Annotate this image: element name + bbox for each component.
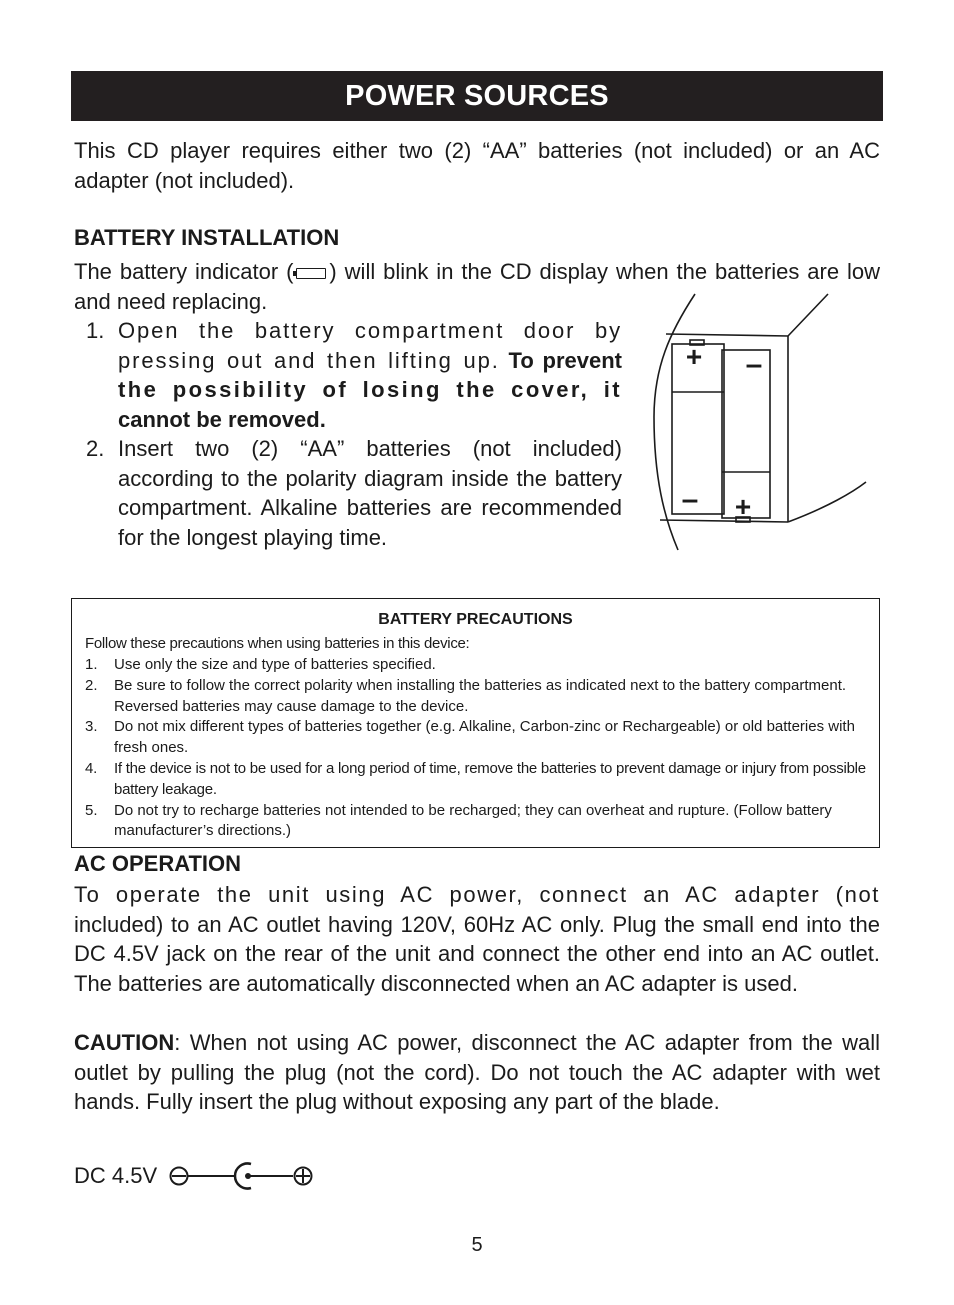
- precaution-number: 5.: [85, 801, 98, 819]
- precaution-text: Do not mix different types of batteries together (e.g. Alkaline, Carbon-zinc or Rechargeable) or old batteries with fresh ones.: [114, 718, 855, 757]
- precautions-list: [85, 655, 870, 842]
- precaution-number: 1.: [85, 656, 98, 673]
- precaution-item: [85, 676, 870, 718]
- step-number: 1.: [86, 318, 105, 343]
- compartment-bottom-edge: [660, 520, 788, 522]
- battery-indicator-icon: [296, 268, 326, 279]
- compartment-side-edge: [788, 482, 866, 522]
- step-2: [86, 434, 622, 552]
- step-number: 2.: [86, 436, 105, 461]
- precautions-title: BATTERY PRECAUTIONS: [378, 611, 573, 628]
- precaution-text: Use only the size and type of batteries specified.: [114, 656, 436, 673]
- ac-operation-paragraph: [74, 880, 880, 998]
- caution-paragraph: [74, 1028, 880, 1117]
- dc-polarity-row: [74, 1158, 319, 1194]
- plus-label-bottom: +: [734, 491, 752, 522]
- precaution-number: 3.: [85, 718, 98, 736]
- ac-text-rest: included) to an AC outlet having 120V, 60Hz AC only. Plug the small end into the DC 4.5V jack on the rear of the unit and connect the other end into an AC outlet. The batteries are automatically disconnected when an AC adapter is used.: [74, 911, 880, 996]
- precaution-item: [85, 759, 870, 801]
- precaution-number: 4.: [85, 759, 98, 777]
- precaution-text: Be sure to follow the correct polarity when installing the batteries as indicated next to the battery compartment. Reversed batteries may cause damage to the device.: [114, 676, 847, 715]
- precaution-item: [85, 801, 870, 843]
- caution-label: CAUTION: [74, 1030, 175, 1055]
- step-warning-c: cannot be removed.: [118, 406, 326, 432]
- dc-voltage-label: DC 4.5V: [74, 1163, 158, 1188]
- page-number: 5: [471, 1234, 483, 1256]
- battery-compartment-diagram: [628, 292, 868, 554]
- battery-installation-heading: BATTERY INSTALLATION: [74, 225, 340, 250]
- step-1: [86, 316, 622, 434]
- minus-label-bottom: –: [681, 483, 699, 516]
- intro-paragraph: This CD player requires either two (2) “AA” batteries (not included) or an AC adapter (not included).: [74, 138, 880, 193]
- step-text: Insert two (2) “AA” batteries (not included) according to the polarity diagram inside the battery compartment. Alkaline batteries are recommended for the longest playing time.: [118, 436, 622, 550]
- precaution-number: 2.: [85, 676, 98, 694]
- battery-precautions-box: [71, 598, 880, 848]
- installation-steps: [86, 316, 622, 552]
- plus-label-top: +: [685, 341, 703, 372]
- precaution-text: Do not try to recharge batteries not intended to be recharged; they can overheat and rupture. (Follow battery manufacturer’s directions.): [114, 801, 832, 840]
- step-warning-a: To prevent: [508, 347, 623, 373]
- indicator-text-before: The battery indicator (: [74, 259, 294, 284]
- minus-label-top: –: [745, 348, 763, 381]
- caution-text: : When not using AC power, disconnect the AC adapter from the wall outlet by pulling the plug (not the cord). Do not touch the AC adapter with wet hands. Fully insert the plug without exposing any part of the blade.: [74, 1030, 880, 1114]
- precaution-item: [85, 717, 870, 759]
- precautions-intro: Follow these precautions when using batteries in this device:: [85, 635, 470, 652]
- precaution-item: [85, 655, 870, 676]
- step-text: Open the battery compartment door by pressing out and then lifting up.: [118, 318, 622, 373]
- indicator-text-after: ) will blink in the CD display when the batteries are low and need replacing.: [74, 259, 881, 314]
- step-warning-b: the possibility of losing the cover, it: [118, 377, 622, 402]
- ac-operation-heading: AC OPERATION: [74, 851, 242, 876]
- dc-polarity-symbol-icon: [169, 1158, 319, 1194]
- page-title: POWER SOURCES: [71, 71, 883, 121]
- ac-text-line1: To operate the unit using AC power, connect an AC adapter (not: [74, 882, 880, 907]
- precaution-text: If the device is not to be used for a long period of time, remove the batteries to prevent damage or injury from possible battery leakage.: [114, 759, 866, 798]
